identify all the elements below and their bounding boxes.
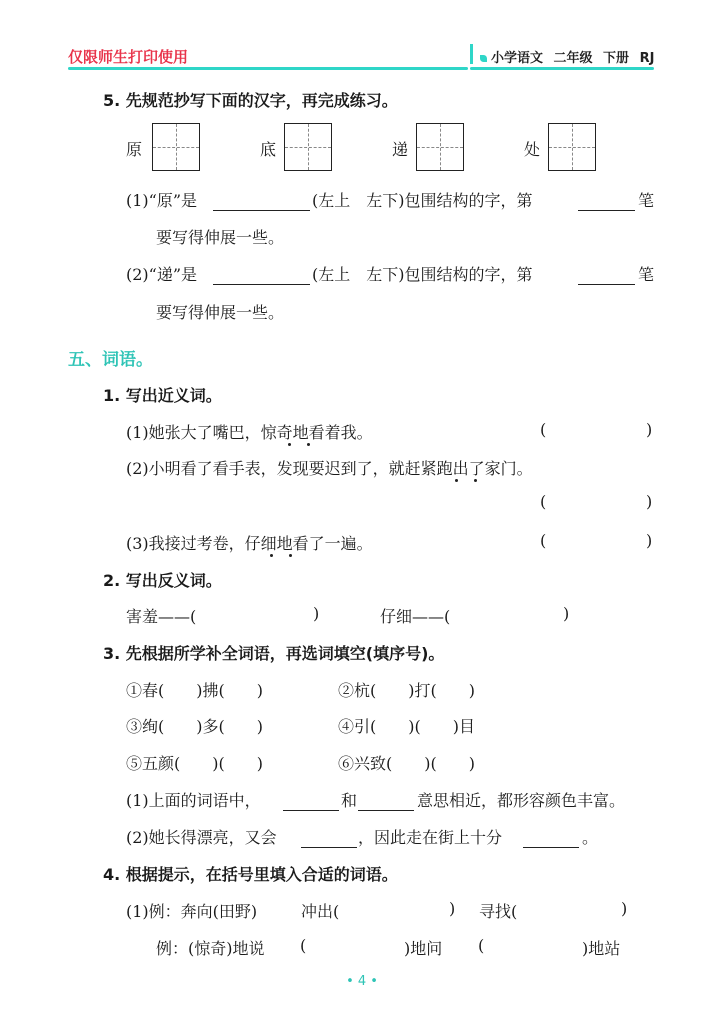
q5-sub1-tail: 要写得伸展一些。 — [156, 228, 285, 247]
q2-answer-a[interactable] — [222, 602, 310, 626]
q3-fill2-blank-2[interactable] — [523, 829, 579, 848]
q4-answer-1[interactable] — [357, 897, 445, 921]
q3-item-3[interactable]: ③绚( )多( ) — [126, 717, 263, 736]
q3-item-2[interactable]: ②杭( )打( ) — [338, 681, 475, 700]
emphasis-dot — [270, 554, 273, 557]
q5-sub1-middle: (左上 左下)包围结构的字，第 — [312, 191, 533, 210]
section-title: 五、词语。 — [68, 350, 153, 370]
q3-fill2-blank-1[interactable] — [301, 829, 357, 848]
q4-line2-open2: ( — [478, 936, 485, 955]
header-book-info — [480, 47, 654, 66]
header-divider-left — [68, 67, 468, 70]
q1-2-open: ( — [540, 492, 547, 511]
q4-line1-close1: ) — [449, 899, 456, 918]
char-label-2: 底 — [260, 140, 277, 159]
q4-line1-example: (1)例：奔向(田野) — [126, 902, 258, 921]
q4-line2-word1: )地问 — [404, 939, 443, 958]
q5-sub2-suffix: 笔 — [638, 265, 655, 284]
header-divider-bar — [470, 44, 473, 64]
q5-sub1-blank-stroke[interactable] — [578, 192, 635, 211]
q5-sub2-prefix: (2)“递”是 — [126, 265, 198, 284]
q3-fill1-blank-2[interactable] — [358, 792, 414, 811]
q5-sub2-blank-stroke[interactable] — [578, 266, 635, 285]
q1-3-open: ( — [540, 531, 547, 550]
q3-fill1-blank-1[interactable] — [283, 792, 339, 811]
writing-grid-4[interactable] — [548, 123, 596, 171]
q1-1-answer-area[interactable] — [550, 418, 642, 442]
header-divider-right — [470, 67, 654, 70]
q4-line1-word2: 寻找( — [479, 902, 518, 921]
leaf-icon — [480, 55, 487, 62]
q4-line1-close2: ) — [621, 899, 628, 918]
q5-sub2-tail: 要写得伸展一些。 — [156, 303, 285, 322]
char-label-4: 处 — [524, 140, 541, 159]
emphasis-dot — [307, 443, 310, 446]
q3-fill2-c: 。 — [582, 828, 599, 847]
q3-item-4[interactable]: ④引( )( )目 — [338, 717, 475, 736]
q3-item-6[interactable]: ⑥兴致( )( ) — [338, 754, 475, 773]
header-book-label: 小学语文 二年级 下册 RJ — [491, 51, 655, 66]
q5-sub1-blank-structure[interactable] — [213, 192, 310, 211]
q3-fill1-a: (1)上面的词语中， — [126, 791, 261, 810]
q4-line2-word2: )地站 — [582, 939, 621, 958]
q1-1-close: ) — [646, 420, 653, 439]
q3-fill2-b: ，因此走在街上十分 — [358, 828, 503, 847]
writing-grid-1[interactable] — [152, 123, 200, 171]
emphasis-dot — [289, 554, 292, 557]
q4-line2-open1: ( — [300, 936, 307, 955]
q1-sentence-1: (1)她张大了嘴巴，惊奇地看着我。 — [126, 423, 373, 442]
q4-line1-word1: 冲出( — [301, 902, 340, 921]
emphasis-dot — [455, 479, 458, 482]
q1-sentence-3: (3)我接过考卷，仔细地看了一遍。 — [126, 534, 373, 553]
header-watermark-text: 仅限师生打印使用 — [68, 48, 189, 66]
writing-grid-3[interactable] — [416, 123, 464, 171]
q5-title: 5. 先规范抄写下面的汉字，再完成练习。 — [103, 91, 398, 110]
q1-title: 1. 写出近义词。 — [103, 386, 222, 405]
q3-fill1-b: 和 — [341, 791, 358, 810]
q1-2-answer-area[interactable] — [550, 490, 642, 514]
q5-sub1-prefix: (1)“原”是 — [126, 191, 198, 210]
q3-fill1-c: 意思相近，都形容颜色丰富。 — [417, 791, 626, 810]
q1-2-close: ) — [646, 492, 653, 511]
q1-3-answer-area[interactable] — [550, 529, 642, 553]
q4-title: 4. 根据提示，在括号里填入合适的词语。 — [103, 865, 398, 884]
writing-grid-2[interactable] — [284, 123, 332, 171]
q3-fill2-a: (2)她长得漂亮，又会 — [126, 828, 277, 847]
q4-answer-3[interactable] — [312, 934, 400, 958]
q5-sub2-blank-structure[interactable] — [213, 266, 310, 285]
char-label-1: 原 — [126, 140, 143, 159]
q2-title: 2. 写出反义词。 — [103, 571, 222, 590]
q2-item-b-close: ) — [563, 604, 570, 623]
q2-item-a-close: ) — [313, 604, 320, 623]
q3-item-1[interactable]: ①春( )拂( ) — [126, 681, 263, 700]
emphasis-dot — [474, 479, 477, 482]
emphasis-dot — [288, 443, 291, 446]
page-number: • 4 • — [346, 974, 378, 989]
char-label-3: 递 — [392, 140, 409, 159]
q3-item-5[interactable]: ⑤五颜( )( ) — [126, 754, 263, 773]
q4-line2-example: 例：(惊奇)地说 — [156, 939, 265, 958]
q5-sub2-middle: (左上 左下)包围结构的字，第 — [312, 265, 533, 284]
q1-sentence-2: (2)小明看了看手表，发现要迟到了，就赶紧跑出了家门。 — [126, 459, 533, 478]
q1-1-open: ( — [540, 420, 547, 439]
q3-title: 3. 先根据所学补全词语，再选词填空(填序号)。 — [103, 644, 445, 663]
q4-answer-2[interactable] — [534, 897, 618, 921]
q5-sub1-suffix: 笔 — [638, 191, 655, 210]
q4-answer-4[interactable] — [490, 934, 578, 958]
q2-item-b: 仔细——( — [380, 607, 451, 626]
q2-item-a: 害羞——( — [126, 607, 197, 626]
q2-answer-b[interactable] — [474, 602, 560, 626]
q1-3-close: ) — [646, 531, 653, 550]
